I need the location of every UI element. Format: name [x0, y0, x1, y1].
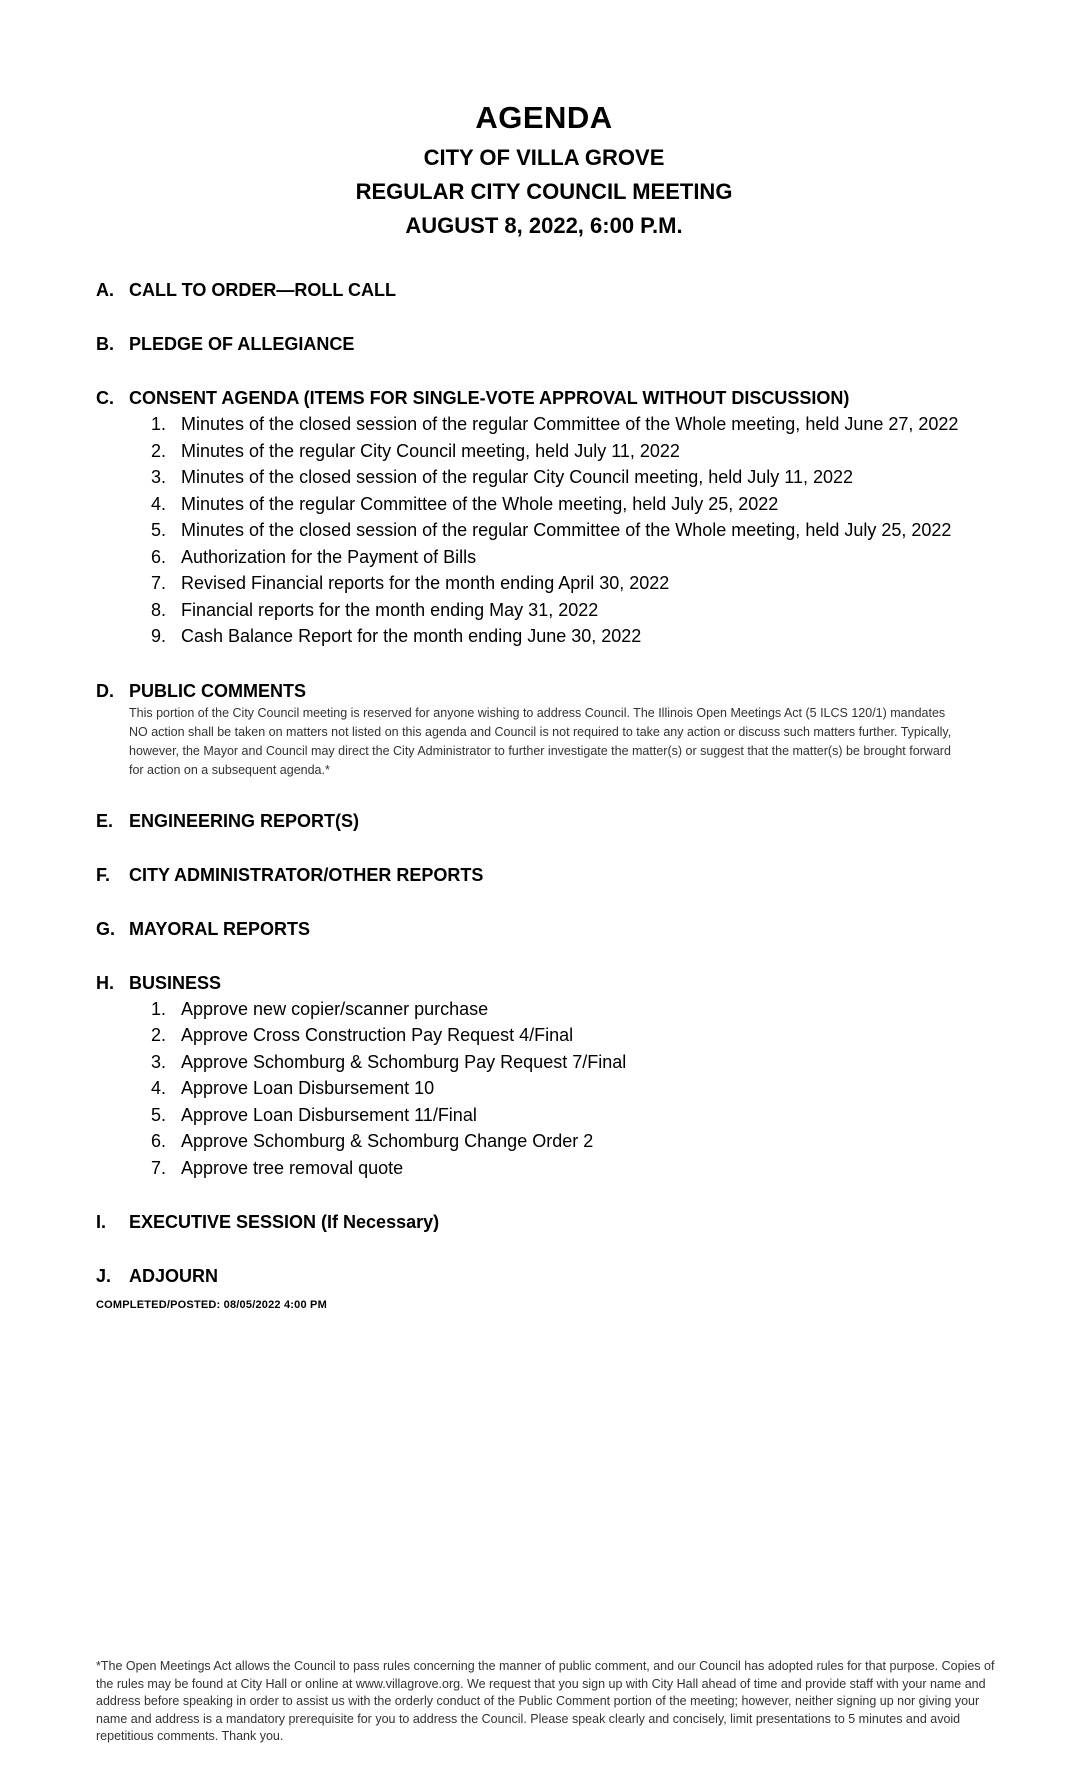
list-item: 3. Minutes of the closed session of the regular City Council meeting, held July 11, 2022 — [150, 467, 854, 487]
list-item: 5. Approve Loan Disbursement 11/Final — [150, 1104, 477, 1125]
section-title: CALL TO ORDER—ROLL CALL — [129, 280, 396, 300]
section-city-administrator-reports — [96, 862, 996, 888]
list-item: 4. Minutes of the regular Committee of the Whole meeting, held July 25, 2022 — [150, 493, 779, 514]
section-public-comments — [96, 678, 996, 780]
list-item: 4. Approve Loan Disbursement 10 — [150, 1078, 435, 1098]
consent-items-list — [96, 411, 996, 650]
section-letter: F. — [96, 864, 111, 885]
section-title: PUBLIC COMMENTS — [129, 680, 306, 701]
section-title: CITY ADMINISTRATOR/OTHER REPORTS — [129, 864, 484, 885]
public-comments-note: This portion of the City Council meeting is reserved for anyone wishing to address Council. The Illinois Open Meetings Act (5 ILCS 120/1) mandates NO action shall be taken on matters not listed on this agenda and Council is not required to take any action or discuss such matters further. Typically, however, the Mayor and Council may direct the City Administrator to further investigate the matter(s) or suggest that the matter(s) be brought forward for action on a subsequent agenda.* — [129, 705, 952, 777]
meeting-datetime: AUGUST 8, 2022, 6:00 P.M. — [405, 213, 683, 238]
section-letter: E. — [96, 810, 114, 831]
page-title: AGENDA — [475, 100, 613, 135]
section-title: ADJOURN — [129, 1266, 219, 1286]
section-call-to-order — [96, 277, 996, 303]
list-item: 3. Approve Schomburg & Schomburg Pay Request 7/Final — [150, 1051, 627, 1072]
list-item: 8. Financial reports for the month ending May 31, 2022 — [150, 599, 599, 620]
section-title: MAYORAL REPORTS — [129, 918, 311, 939]
posted-timestamp: COMPLETED/POSTED: 08/05/2022 4:00 PM — [96, 1299, 327, 1311]
section-executive-session — [96, 1209, 996, 1235]
section-letter: D. — [96, 680, 114, 701]
section-letter: I. — [96, 1212, 107, 1232]
section-adjourn — [96, 1263, 996, 1289]
section-letter: C. — [96, 388, 114, 408]
section-consent-agenda — [96, 385, 996, 650]
list-item: 6. Approve Schomburg & Schomburg Change Order 2 — [150, 1131, 594, 1151]
section-business — [96, 970, 996, 1182]
section-title: EXECUTIVE SESSION (If Necessary) — [129, 1212, 440, 1232]
footnote: *The Open Meetings Act allows the Council to pass rules concerning the manner of public comment, and our Council has adopted rules for that purpose. Copies of the rules may be found at City Hall or online at www.villagrove.org. We request that you sign up with City Hall ahead of time and provide staff with your name and address before speaking in order to assist us with the orderly conduct of the Public Comment portion of the meeting; however, neither signing up nor giving your name and address is a mandatory prerequisite for you to address the Council. Please speak clearly and concisely, limit presentations to 5 minutes and avoid repetitious comments. Thank you. — [96, 1659, 995, 1743]
section-engineering-reports — [96, 808, 996, 834]
section-title: PLEDGE OF ALLEGIANCE — [129, 334, 355, 354]
section-pledge — [96, 331, 996, 357]
list-item: 9. Cash Balance Report for the month ending June 30, 2022 — [150, 626, 642, 646]
meeting-name: REGULAR CITY COUNCIL MEETING — [355, 179, 733, 204]
list-item: 2. Approve Cross Construction Pay Request 4/Final — [150, 1025, 574, 1045]
section-letter: G. — [96, 918, 116, 939]
list-item: 1. Minutes of the closed session of the regular Committee of the Whole meeting, held June 27, 2022 — [150, 414, 959, 434]
business-items-list — [96, 996, 996, 1182]
list-item: 5. Minutes of the closed session of the regular Committee of the Whole meeting, held July 25, 2022 — [150, 520, 952, 540]
section-letter: J. — [96, 1266, 112, 1286]
section-letter: B. — [96, 334, 114, 354]
section-title: ENGINEERING REPORT(S) — [129, 810, 360, 831]
list-item: 1. Approve new copier/scanner purchase — [150, 998, 489, 1019]
list-item: 7. Approve tree removal quote — [150, 1157, 404, 1178]
section-letter: H. — [96, 972, 114, 993]
list-item: 2. Minutes of the regular City Council meeting, held July 11, 2022 — [150, 440, 680, 461]
list-item: 6. Authorization for the Payment of Bills — [150, 546, 477, 567]
agenda-header — [0, 100, 1088, 248]
city-name: CITY OF VILLA GROVE — [423, 145, 665, 170]
section-mayoral-reports — [96, 916, 996, 942]
list-item: 7. Revised Financial reports for the month ending April 30, 2022 — [150, 573, 670, 593]
agenda-body — [96, 277, 996, 1311]
section-title: BUSINESS — [129, 972, 222, 993]
section-letter: A. — [96, 280, 114, 300]
section-title: CONSENT AGENDA (ITEMS FOR SINGLE-VOTE APPROVAL WITHOUT DISCUSSION) — [129, 388, 850, 408]
